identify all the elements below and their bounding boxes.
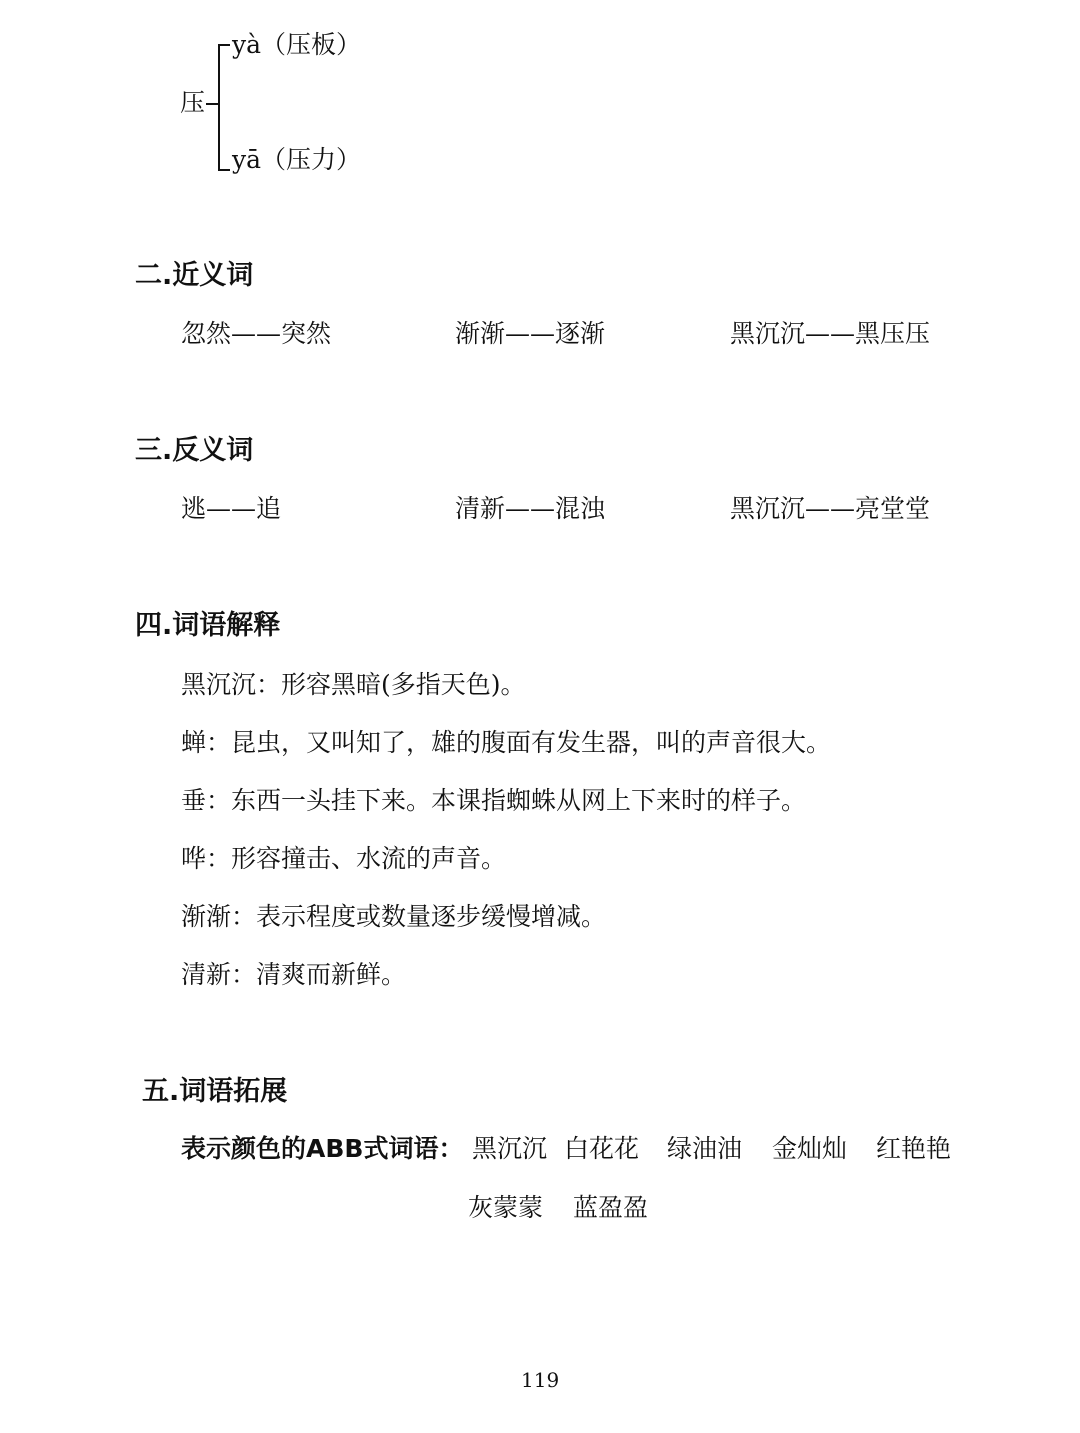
- page-number: 119: [521, 1368, 560, 1392]
- tree-branch-top: [218, 44, 230, 46]
- expansion-word: 绿油油: [667, 1134, 743, 1163]
- tree-vertical: [218, 44, 220, 171]
- tree-branch-bottom: [218, 169, 230, 171]
- synonym-pair: 忽然——突然: [181, 319, 332, 348]
- antonyms-heading: 三.反义词: [135, 435, 254, 466]
- explanation-item: 黑沉沉：形容黑暗(多指天色)。: [181, 670, 526, 699]
- expansion-word: 红艳艳: [876, 1134, 952, 1163]
- polyphone-char: 压: [180, 88, 206, 117]
- expansion-word: 金灿灿: [772, 1134, 848, 1163]
- explanation-item: 垂：东西一头挂下来。本课指蜘蛛从网上下来时的样子。: [181, 786, 807, 815]
- synonym-pair: 黑沉沉——黑压压: [730, 319, 931, 348]
- expansion-label: 表示颜色的ABB式词语：: [181, 1134, 464, 1163]
- explanation-item: 渐渐：表示程度或数量逐步缓慢增减。: [181, 902, 607, 931]
- explanation-item: 哗：形容撞击、水流的声音。: [181, 844, 507, 873]
- explanation-item: 蝉：昆虫，又叫知了，雄的腹面有发生器，叫的声音很大。: [181, 728, 832, 757]
- expansion-word: 灰蒙蒙: [468, 1193, 544, 1222]
- synonyms-heading: 二.近义词: [135, 260, 254, 291]
- expansion-word: 白花花: [564, 1134, 640, 1163]
- polyphone-reading-top: yà（压板）: [232, 30, 362, 59]
- expansion-word: 蓝盈盈: [573, 1193, 649, 1222]
- synonym-pair: 渐渐——逐渐: [455, 319, 606, 348]
- explanations-heading: 四.词语解释: [135, 610, 281, 641]
- polyphone-reading-bottom: yā（压力）: [232, 145, 362, 174]
- expansion-heading: 五.词语拓展: [142, 1076, 288, 1107]
- expansion-word: 黑沉沉: [472, 1134, 548, 1163]
- explanation-item: 清新：清爽而新鲜。: [181, 960, 407, 989]
- antonym-pair: 清新——混浊: [455, 494, 606, 523]
- antonym-pair: 黑沉沉——亮堂堂: [730, 494, 931, 523]
- antonym-pair: 逃——追: [181, 494, 282, 523]
